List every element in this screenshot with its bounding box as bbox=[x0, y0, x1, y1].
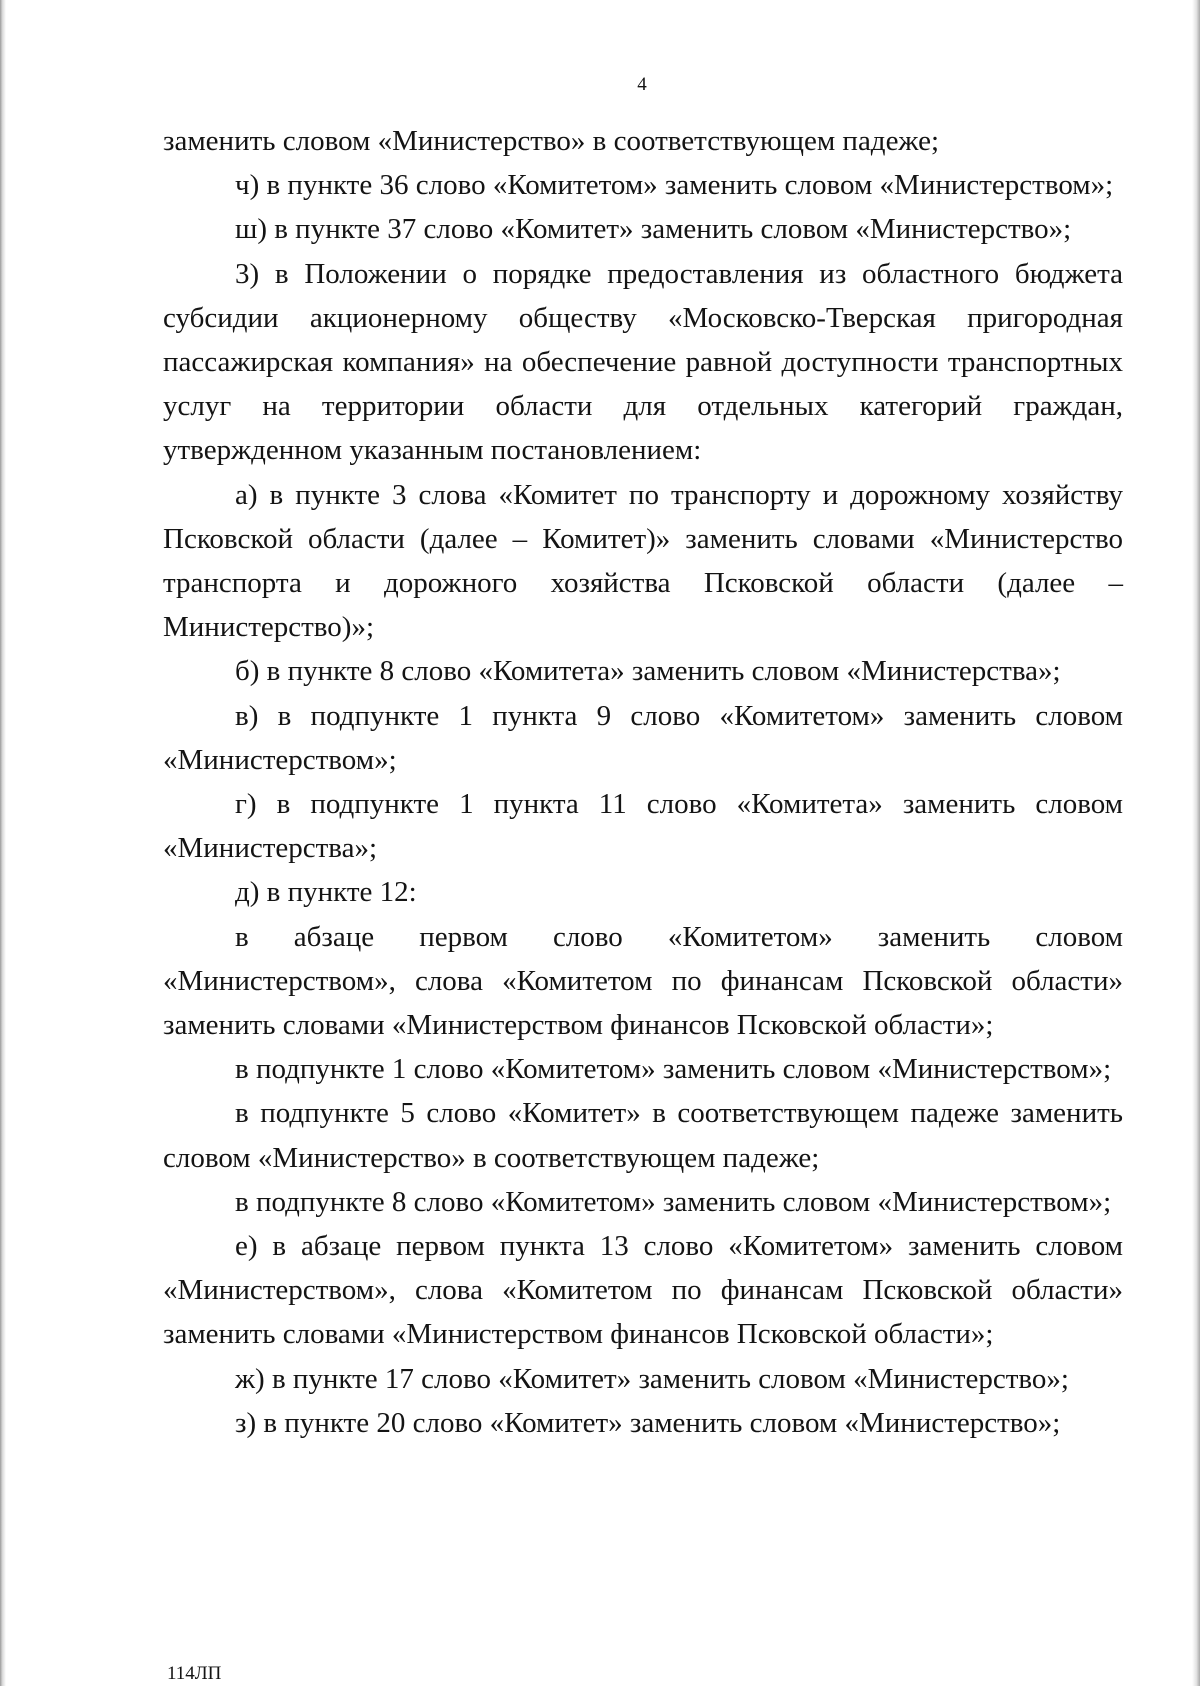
paragraph: заменить словом «Министерство» в соответствующем падеже; bbox=[163, 125, 940, 157]
document-body bbox=[163, 119, 1123, 1445]
paragraph: б) в пункте 8 слово «Комитета» заменить словом «Министерства»; bbox=[235, 655, 1061, 688]
paragraph: е) в абзаце первом пункта 13 слово «Комитетом» заменить словом «Министерством», слова «Комитетом по финансам Псковской области» заменить словами «Министерством финансов Псковской области»; bbox=[163, 1230, 1123, 1351]
paragraph: в подпункте 5 слово «Комитет» в соответствующем падеже заменить словом «Министерство» в соответствующем падеже; bbox=[163, 1097, 1123, 1174]
paragraph: в подпункте 8 слово «Комитетом» заменить словом «Министерством»; bbox=[235, 1185, 1112, 1218]
paragraph: ш) в пункте 37 слово «Комитет» заменить словом «Министерство»; bbox=[235, 213, 1072, 246]
paragraph: в подпункте 1 слово «Комитетом» заменить словом «Министерством»; bbox=[235, 1053, 1112, 1086]
paragraph: 3) в Положении о порядке предоставления из областного бюджета субсидии акционерному обществу «Московско-Тверская пригородная пассажирская компания» на обеспечение равной доступности транспортных услуг на территории области для отдельных категорий граждан, утвержденном указанным постановлением: bbox=[163, 257, 1123, 467]
document-code: 114ЛП bbox=[167, 1663, 222, 1684]
paragraph: д) в пункте 12: bbox=[235, 876, 417, 909]
paragraph: з) в пункте 20 слово «Комитет» заменить словом «Министерство»; bbox=[235, 1406, 1061, 1439]
scan-edge-right bbox=[1192, 0, 1200, 1686]
paragraph: г) в подпункте 1 пункта 11 слово «Комитета» заменить словом «Министерства»; bbox=[163, 788, 1123, 865]
scan-edge-left bbox=[0, 0, 6, 1686]
paragraph: в) в подпункте 1 пункта 9 слово «Комитетом» заменить словом «Министерством»; bbox=[163, 699, 1123, 776]
paragraph: в абзаце первом слово «Комитетом» заменить словом «Министерством», слова «Комитетом по финансам Псковской области» заменить словами «Министерством финансов Псковской области»; bbox=[163, 920, 1123, 1042]
paragraph: ч) в пункте 36 слово «Комитетом» заменить словом «Министерством»; bbox=[235, 169, 1114, 202]
page-number: 4 bbox=[637, 74, 647, 95]
paragraph: а) в пункте 3 слова «Комитет по транспорту и дорожному хозяйству Псковской области (далее – Комитет)» заменить словами «Министерство транспорта и дорожного хозяйства Псковской области (далее – Министерство)»; bbox=[163, 478, 1123, 644]
paragraph: ж) в пункте 17 слово «Комитет» заменить словом «Министерство»; bbox=[235, 1362, 1069, 1395]
